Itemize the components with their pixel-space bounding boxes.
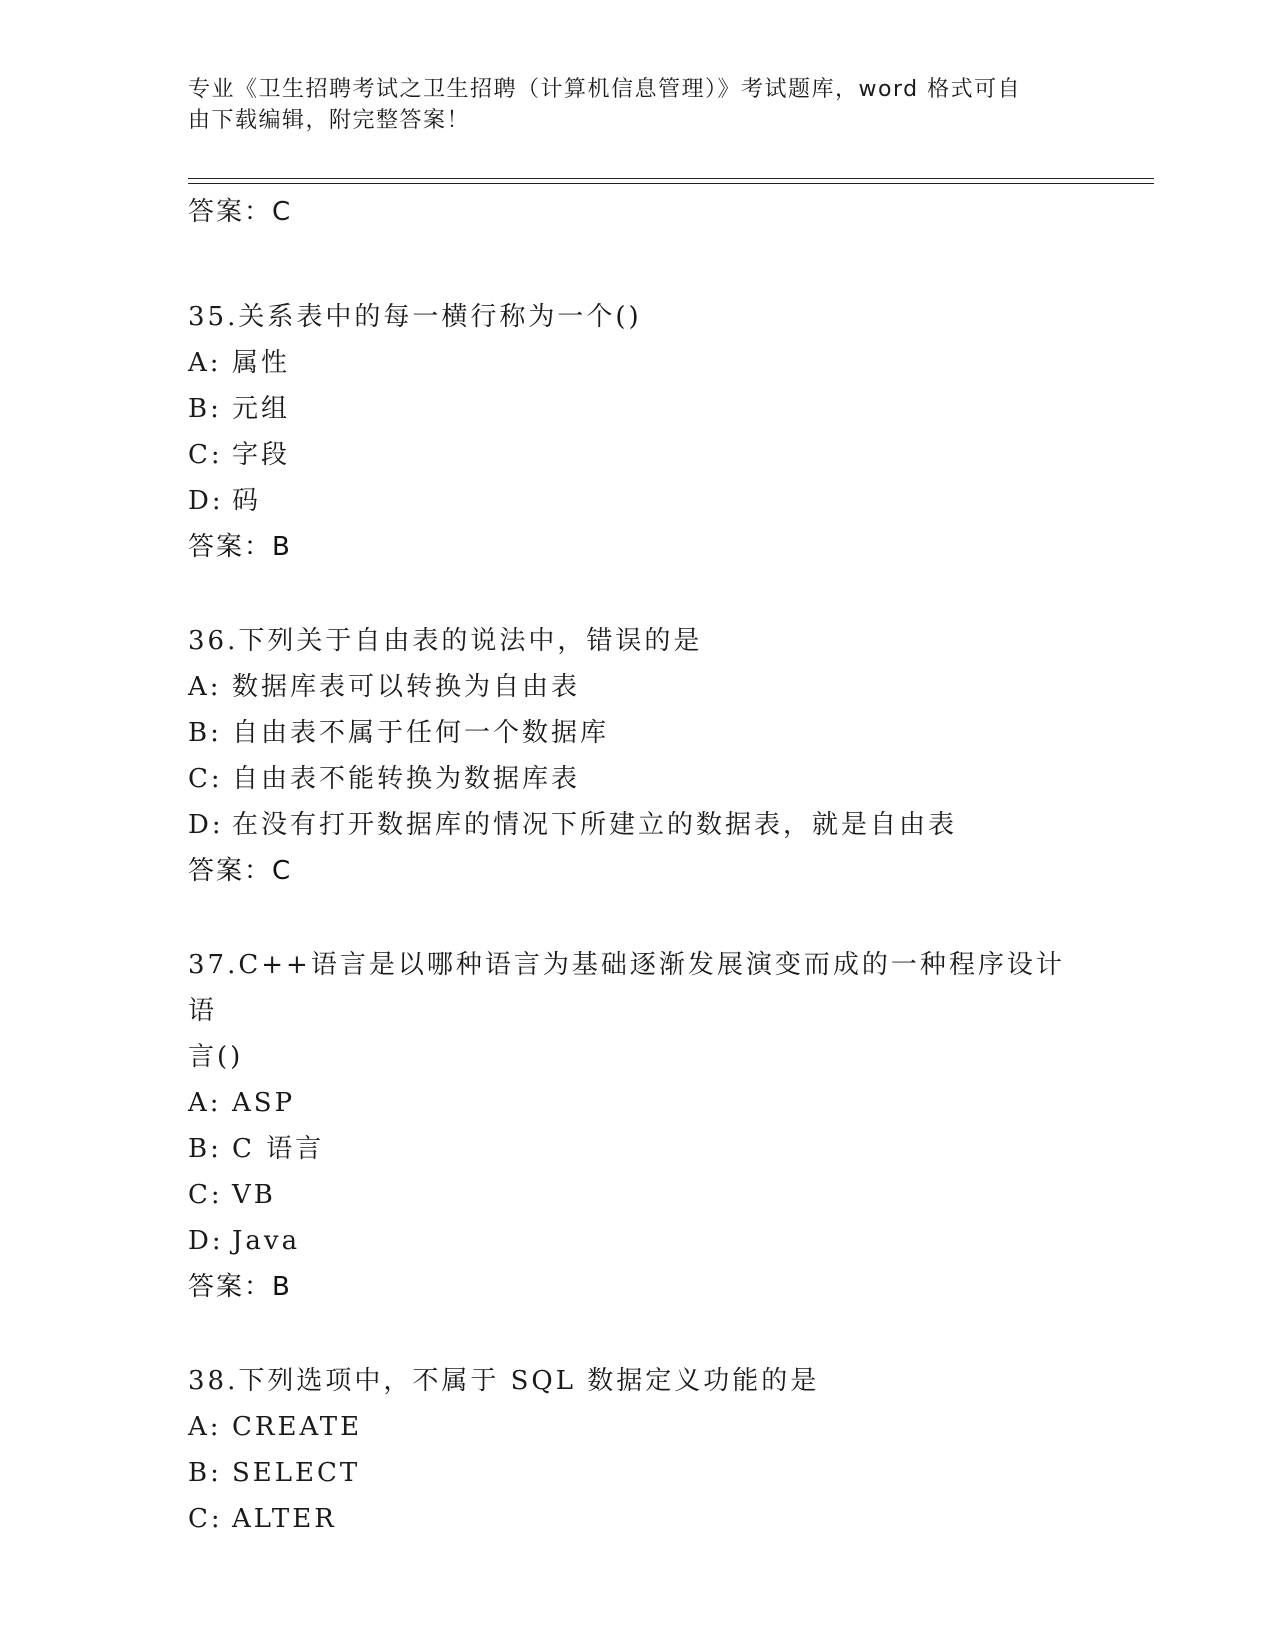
header-line-1: 专业《卫生招聘考试之卫生招聘（计算机信息管理）》考试题库，word 格式可自	[188, 77, 1022, 102]
option-a: A: CREATE	[188, 1412, 363, 1442]
option-c: C: ALTER	[188, 1504, 337, 1534]
question-38	[188, 1358, 1088, 1542]
option-a: A: 属性	[188, 348, 291, 378]
question-stem: 38.下列选项中，不属于 SQL 数据定义功能的是	[188, 1366, 820, 1396]
header-divider-bottom	[188, 183, 1154, 184]
question-stem-line-2: 言()	[188, 1042, 244, 1072]
question-37	[188, 942, 1088, 1310]
answer-previous: 答案：C	[188, 197, 293, 227]
option-d: D: Java	[188, 1226, 301, 1256]
option-d: D: 码	[188, 486, 262, 516]
header-divider-top	[188, 178, 1154, 179]
answer: 答案：C	[188, 856, 293, 886]
option-a: A: ASP	[188, 1088, 296, 1118]
question-stem-line-1: 37.C++语言是以哪种语言为基础逐渐发展演变而成的一种程序设计语	[188, 950, 1065, 1026]
question-stem: 36.下列关于自由表的说法中，错误的是	[188, 626, 703, 656]
header-line-2: 由下载编辑，附完整答案！	[188, 108, 471, 133]
option-b: B: 元组	[188, 394, 291, 424]
document-header	[188, 74, 1068, 136]
option-c: C: VB	[188, 1180, 276, 1210]
option-b: B: 自由表不属于任何一个数据库	[188, 718, 610, 748]
option-b: B: C 语言	[188, 1134, 325, 1164]
question-stem: 35.关系表中的每一横行称为一个()	[188, 302, 642, 332]
question-35	[188, 294, 1088, 570]
question-36	[188, 618, 1088, 894]
answer: 答案：B	[188, 1272, 292, 1302]
answer: 答案：B	[188, 532, 292, 562]
option-b: B: SELECT	[188, 1458, 361, 1488]
option-c: C: 字段	[188, 440, 291, 470]
question-list	[188, 190, 1088, 1542]
option-c: C: 自由表不能转换为数据库表	[188, 764, 581, 794]
option-d: D: 在没有打开数据库的情况下所建立的数据表，就是自由表	[188, 810, 958, 840]
option-a: A: 数据库表可以转换为自由表	[188, 672, 581, 702]
